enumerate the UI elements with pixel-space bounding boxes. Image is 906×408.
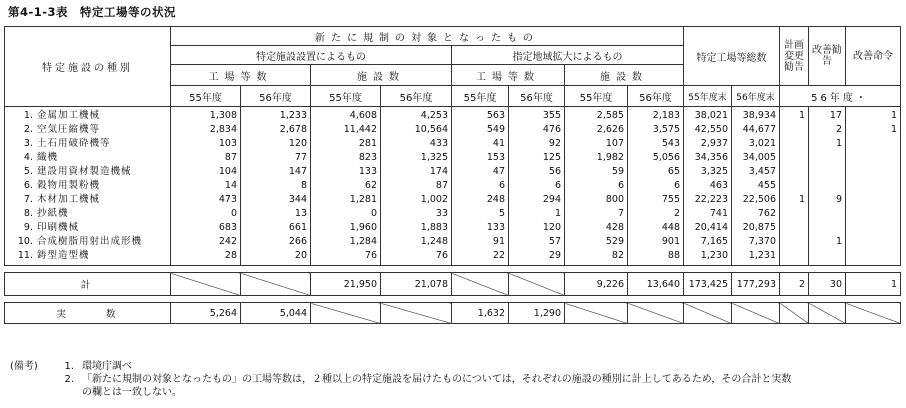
- year-55-header: 55年度: [565, 86, 628, 107]
- table-cell: 38,021: [684, 107, 732, 124]
- table-cell: 34,005: [732, 151, 780, 165]
- table-cell: 59: [565, 165, 628, 179]
- table-cell: 0: [171, 207, 241, 221]
- row-label: [5, 235, 171, 249]
- table-cell: 428: [565, 221, 628, 235]
- table-cell: 3,457: [732, 165, 780, 179]
- actual-label: 実数: [5, 303, 171, 324]
- table-cell: 2,183: [628, 107, 684, 124]
- table-cell: 65: [628, 165, 684, 179]
- note-text: 環境庁調べ: [82, 361, 132, 372]
- table-cell: 683: [171, 221, 241, 235]
- table-cell: 174: [381, 165, 452, 179]
- row-number: 3.: [23, 138, 33, 149]
- diagonal-cell: [780, 303, 809, 324]
- table-cell: 6: [509, 179, 565, 193]
- table-cell: 543: [628, 137, 684, 151]
- table-cell: 1,308: [171, 107, 241, 124]
- table-cell: 57: [509, 235, 565, 249]
- facility-type-name: 土石用破砕機等: [37, 138, 111, 149]
- table-cell: 1,281: [311, 193, 381, 207]
- table-cell: 62: [311, 179, 381, 193]
- table-cell: 34,356: [684, 151, 732, 165]
- table-cell: 1: [809, 137, 846, 151]
- table-cell: 20: [241, 249, 311, 266]
- table-cell: 120: [241, 137, 311, 151]
- table-cell: 41: [452, 137, 509, 151]
- end-56-header: 56年度末: [732, 86, 780, 107]
- table-cell: 9: [809, 193, 846, 207]
- facility-type-name: 織機: [37, 152, 59, 163]
- table-cell: 47: [452, 165, 509, 179]
- facility-type-name: 金属加工機械: [37, 110, 101, 121]
- table-cell: 14: [171, 179, 241, 193]
- table-row: [5, 137, 901, 151]
- table-cell: 3,575: [628, 123, 684, 137]
- table-cell: 549: [452, 123, 509, 137]
- improve-advice-header: 改善勧告: [809, 27, 846, 86]
- row-label: [5, 151, 171, 165]
- diagonal-cell: [846, 303, 901, 324]
- table-cell: 173,425: [684, 273, 732, 296]
- improve-order-header: 改善命令: [846, 27, 901, 86]
- table-cell: 153: [452, 151, 509, 165]
- table-cell: 13: [241, 207, 311, 221]
- table-cell: 6: [565, 179, 628, 193]
- table-cell: 9,226: [565, 273, 628, 296]
- year-55-header: 55年度: [171, 86, 241, 107]
- table-row: [5, 179, 901, 193]
- row-number: 10.: [17, 236, 33, 247]
- facility-type-name: 抄紙機: [37, 208, 69, 219]
- year-56-header: 56年度: [241, 86, 311, 107]
- table-cell: 5,264: [171, 303, 241, 324]
- table-cell: 5: [452, 207, 509, 221]
- table-cell: 88: [628, 249, 684, 266]
- factory-status-table: [4, 26, 901, 324]
- table-cell: 20,414: [684, 221, 732, 235]
- row-label: [5, 107, 171, 124]
- table-cell: 473: [171, 193, 241, 207]
- table-cell: 21,950: [311, 273, 381, 296]
- table-row: [5, 221, 901, 235]
- row-number: 9.: [23, 222, 33, 233]
- table-cell: 76: [381, 249, 452, 266]
- table-cell: [780, 151, 809, 165]
- table-cell: 5,056: [628, 151, 684, 165]
- year-56-header: 56年度: [509, 86, 565, 107]
- table-cell: 91: [452, 235, 509, 249]
- row-label: [5, 137, 171, 151]
- table-cell: 104: [171, 165, 241, 179]
- table-cell: 455: [732, 179, 780, 193]
- diagonal-cell: [311, 303, 381, 324]
- table-cell: 1,233: [241, 107, 311, 124]
- diagonal-cell: [452, 273, 509, 296]
- table-row: [5, 235, 901, 249]
- table-cell: 5,044: [241, 303, 311, 324]
- end-55-header: 55年度末: [684, 86, 732, 107]
- table-cell: 2: [628, 207, 684, 221]
- table-cell: 248: [452, 193, 509, 207]
- new-targets-header: 新たに規制の対象となったもの: [171, 27, 684, 46]
- table-cell: 741: [684, 207, 732, 221]
- note-text: の欄とは一致しない。: [82, 387, 182, 398]
- table-row: [5, 193, 901, 207]
- table-cell: [846, 207, 901, 221]
- table-cell: 1,325: [381, 151, 452, 165]
- table-cell: [780, 207, 809, 221]
- notes-label: (備考): [10, 361, 38, 372]
- table-cell: 476: [509, 123, 565, 137]
- table-title: 第4-1-3表 特定工場等の状況: [8, 5, 177, 19]
- table-cell: 281: [311, 137, 381, 151]
- table-cell: 2: [809, 123, 846, 137]
- table-row: [5, 207, 901, 221]
- table-cell: [846, 249, 901, 266]
- by-installation-header: 特定施設設置によるもの: [171, 46, 452, 65]
- row-number: 5.: [23, 166, 33, 177]
- table-cell: 22,506: [732, 193, 780, 207]
- table-cell: [809, 151, 846, 165]
- table-cell: 1: [846, 107, 901, 124]
- table-cell: 901: [628, 235, 684, 249]
- table-cell: 1: [509, 207, 565, 221]
- row-label: [5, 193, 171, 207]
- table-cell: 1,284: [311, 235, 381, 249]
- table-cell: 125: [509, 151, 565, 165]
- table-cell: 2,834: [171, 123, 241, 137]
- table-cell: 1: [809, 235, 846, 249]
- row-number: 8.: [23, 208, 33, 219]
- table-cell: 2,585: [565, 107, 628, 124]
- year-56-header: 56年度: [628, 86, 684, 107]
- table-cell: 1,290: [509, 303, 565, 324]
- row-number: 7.: [23, 194, 33, 205]
- table-cell: 20,875: [732, 221, 780, 235]
- row-number: 1.: [23, 110, 33, 121]
- facility-type-name: 印刷機械: [37, 222, 80, 233]
- table-cell: [809, 165, 846, 179]
- table-cell: 800: [565, 193, 628, 207]
- table-cell: 177,293: [732, 273, 780, 296]
- table-cell: 11,442: [311, 123, 381, 137]
- table-cell: 28: [171, 249, 241, 266]
- diagonal-cell: [171, 273, 241, 296]
- table-cell: 77: [241, 151, 311, 165]
- table-cell: 344: [241, 193, 311, 207]
- table-cell: 103: [171, 137, 241, 151]
- factories-header: 工場等数: [452, 65, 565, 86]
- year-55-header: 55年度: [311, 86, 381, 107]
- table-cell: 56: [509, 165, 565, 179]
- table-cell: 21,078: [381, 273, 452, 296]
- by-expansion-header: 指定地域拡大によるもの: [452, 46, 684, 65]
- table-cell: 2,626: [565, 123, 628, 137]
- facility-type-name: 木材加工機械: [37, 194, 101, 205]
- table-row: [5, 249, 901, 266]
- table-cell: 433: [381, 137, 452, 151]
- table-cell: 29: [509, 249, 565, 266]
- table-cell: 133: [452, 221, 509, 235]
- table-cell: 2,937: [684, 137, 732, 151]
- table-cell: [809, 249, 846, 266]
- table-row: [5, 165, 901, 179]
- table-cell: 1,960: [311, 221, 381, 235]
- row-label: [5, 207, 171, 221]
- table-cell: 762: [732, 207, 780, 221]
- table-cell: 2,678: [241, 123, 311, 137]
- table-cell: 3,021: [732, 137, 780, 151]
- type-column-header: 特定施設の種別: [5, 27, 171, 107]
- table-cell: 4,608: [311, 107, 381, 124]
- table-cell: [846, 165, 901, 179]
- table-cell: 4,253: [381, 107, 452, 124]
- diagonal-cell: [628, 303, 684, 324]
- table-cell: 92: [509, 137, 565, 151]
- table-cell: 87: [171, 151, 241, 165]
- table-cell: 10,564: [381, 123, 452, 137]
- table-cell: [780, 221, 809, 235]
- row-label: [5, 165, 171, 179]
- row-label: [5, 179, 171, 193]
- note-number: 1.: [64, 361, 74, 372]
- table-cell: 3,325: [684, 165, 732, 179]
- table-cell: 42,550: [684, 123, 732, 137]
- table-cell: 147: [241, 165, 311, 179]
- total-row: [5, 273, 901, 296]
- facility-type-name: 穀物用製粉機: [37, 180, 101, 191]
- table-cell: 87: [381, 179, 452, 193]
- table-cell: 33: [381, 207, 452, 221]
- diagonal-cell: [241, 273, 311, 296]
- total-label: 計: [5, 273, 171, 296]
- table-cell: [846, 151, 901, 165]
- table-row: [5, 123, 901, 137]
- table-cell: 463: [684, 179, 732, 193]
- table-cell: 661: [241, 221, 311, 235]
- facilities-header: 施設数: [565, 65, 684, 86]
- total-factories-header: 特定工場等総数: [684, 27, 780, 86]
- table-cell: 7: [565, 207, 628, 221]
- table-cell: 6: [628, 179, 684, 193]
- notes: [10, 360, 791, 399]
- factories-header: 工場等数: [171, 65, 311, 86]
- table-cell: 1: [846, 123, 901, 137]
- table-cell: 1,248: [381, 235, 452, 249]
- table-cell: 0: [311, 207, 381, 221]
- row-label: [5, 123, 171, 137]
- table-cell: 30: [809, 273, 846, 296]
- table-row: [5, 151, 901, 165]
- table-cell: 1: [780, 107, 809, 124]
- table-cell: 7,370: [732, 235, 780, 249]
- row-label: [5, 221, 171, 235]
- table-row: [5, 107, 901, 124]
- table-cell: 82: [565, 249, 628, 266]
- table-cell: 823: [311, 151, 381, 165]
- table-cell: 8: [241, 179, 311, 193]
- diagonal-cell: [809, 303, 846, 324]
- table-cell: 107: [565, 137, 628, 151]
- table-cell: 448: [628, 221, 684, 235]
- diagonal-cell: [509, 273, 565, 296]
- table-cell: 266: [241, 235, 311, 249]
- table-cell: [846, 137, 901, 151]
- table-cell: 22: [452, 249, 509, 266]
- plan-change-header: 計画変更勧告: [780, 27, 809, 86]
- table-cell: [809, 179, 846, 193]
- row-label: [5, 249, 171, 266]
- table-cell: 1,002: [381, 193, 452, 207]
- table-cell: 755: [628, 193, 684, 207]
- table-cell: [780, 137, 809, 151]
- diagonal-cell: [381, 303, 452, 324]
- year-56-header: 56年度: [381, 86, 452, 107]
- table-cell: 76: [311, 249, 381, 266]
- table-cell: 1,231: [732, 249, 780, 266]
- table-cell: 6: [452, 179, 509, 193]
- table-cell: 1,883: [381, 221, 452, 235]
- table-cell: 1: [846, 273, 901, 296]
- table-cell: [809, 221, 846, 235]
- table-cell: 1,230: [684, 249, 732, 266]
- table-cell: 38,934: [732, 107, 780, 124]
- row-number: 11.: [17, 250, 33, 261]
- table-cell: 294: [509, 193, 565, 207]
- row-number: 4.: [23, 152, 33, 163]
- table-cell: [846, 235, 901, 249]
- table-cell: 17: [809, 107, 846, 124]
- table-cell: 242: [171, 235, 241, 249]
- table-cell: [846, 221, 901, 235]
- table-cell: [780, 249, 809, 266]
- diagonal-cell: [732, 303, 780, 324]
- table-cell: [780, 235, 809, 249]
- table-cell: 1,982: [565, 151, 628, 165]
- table-cell: 22,223: [684, 193, 732, 207]
- table-cell: 1,632: [452, 303, 509, 324]
- table-cell: [780, 123, 809, 137]
- facility-type-name: 合成樹脂用射出成形機: [37, 236, 143, 247]
- table-cell: 355: [509, 107, 565, 124]
- actual-row: [5, 303, 901, 324]
- table-cell: 529: [565, 235, 628, 249]
- row-number: 2.: [23, 124, 33, 135]
- table-cell: 563: [452, 107, 509, 124]
- table-cell: [846, 179, 901, 193]
- table-cell: [780, 165, 809, 179]
- table-cell: 1: [780, 193, 809, 207]
- fy56-header: 56年度・: [780, 86, 901, 107]
- table-cell: 133: [311, 165, 381, 179]
- table-cell: [809, 207, 846, 221]
- year-55-header: 55年度: [452, 86, 509, 107]
- table-cell: 120: [509, 221, 565, 235]
- facilities-header: 施設数: [311, 65, 452, 86]
- table-cell: 44,677: [732, 123, 780, 137]
- row-number: 6.: [23, 180, 33, 191]
- facility-type-name: 建設用資材製造機械: [37, 166, 132, 177]
- table-cell: [780, 179, 809, 193]
- facility-type-name: 空気圧縮機等: [37, 124, 101, 135]
- note-text: 「新たに規制の対象となったもの」の工場等数は，２種以上の特定施設を届けたものについては，それぞれの施設の種別に計上してあるため，その合計と実数: [82, 374, 792, 385]
- table-cell: 2: [780, 273, 809, 296]
- facility-type-name: 鋳型造型機: [37, 250, 90, 261]
- table-cell: [846, 193, 901, 207]
- note-number: 2.: [64, 374, 74, 385]
- diagonal-cell: [684, 303, 732, 324]
- diagonal-cell: [565, 303, 628, 324]
- table-cell: 7,165: [684, 235, 732, 249]
- table-cell: 13,640: [628, 273, 684, 296]
